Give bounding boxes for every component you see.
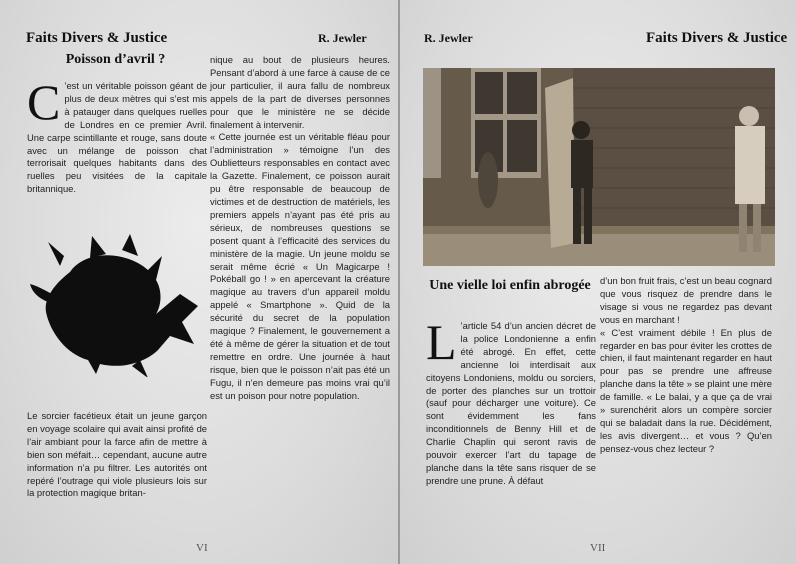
drop-cap: C	[27, 74, 61, 130]
right-page	[400, 0, 796, 564]
historical-photo	[423, 68, 775, 266]
paragraph: nique au bout de plusieurs heures. Pensant d’abord à une farce à cause de ce jour particulier, il aura fallu de nombreux appels de la part de diverses personnes pour que le ministère ne se décide finalement à intervenir.	[210, 54, 390, 130]
fish-silhouette-image	[30, 232, 200, 377]
street-scene-image	[423, 68, 775, 266]
article-intro	[27, 74, 207, 196]
article-title: Une vielle loi enfin abrogée	[429, 278, 591, 293]
paragraph: Le sorcier facétieux était un jeune garçon en voyage scolaire qui avait ainsi profité de l’air ambiant pour la farce afin de mettre à bien son méfait… cependant, aucune autre information n’a pu filtrer. Les autorités ont repéré l’outrage qui viole plusieurs lois sur la protection magique britan-	[27, 410, 207, 499]
running-title: Faits Divers & Justice	[646, 30, 788, 46]
drop-cap: L	[426, 314, 457, 370]
article-title: Poisson d’avril ?	[65, 52, 166, 67]
paragraph: « Cette journée est un véritable fléau pour l’administration » témoigne l’un des Oublietteurs responsables en contact avec la Gazette. Finalement, ce poisson aurait pu être responsable de beaucoup de victimes et de destruction de matériels, les premiers appels n’ayant pas été pris au sérieux, de nombreuses questions se posent quant à l’efficacité des services du ministère de la magie. Un jeune moldu se serait même écrié « Un Magicarpe ! Pokéball go ! » en apercevant la créature magique au travers d’un appareil moldu appelé « Smartphone ». Quid de la sécurité du secret de la population magique ? Finalement, le gouvernement a été à même de gérer la situation et de tout remettre en ordre. Une journée à haut risque, bien que le poisson n’ait pas été un Fugu, il n’en demeure pas moins vrai qu’il est un poison pour notre population.	[210, 131, 390, 401]
page-number: VI	[196, 542, 208, 554]
article-body-col2	[600, 275, 772, 456]
running-title: Faits Divers & Justice	[26, 30, 168, 46]
paragraph: ’article 54 d’un ancien décret de la police Londonienne a enfin été abrogé. En effet, cette ancienne loi interdisait aux citoyens Londoniens, moldu ou sorciers, de porter des planches sur un trottoir (sauf pour décharger une voiture). Ce sont évidemment les fans inconditionnels de Benny Hill et de Charlie Chaplin qui seront ravis de pouvoir exercer l’art du tapage de planche dans la tête sans risquer de se prendre une prune. À défaut	[426, 320, 596, 486]
article-body-col1	[426, 314, 596, 488]
paragraph: « C’est vraiment débile ! En plus de regarder en bas pour éviter les crottes de chien, il faut maintenant regarder en haut pour pas se prendre une affreuse planche dans la tête » se plaint une mère de famille. « Le balai, y a que ça de vrai » surenchérit alors un compère sorcier qui se baladait dans la rue. Décidément, les avis divergent… et vous ? Qu’en pensez-vous chez lecteur ?	[600, 326, 772, 454]
article-body-col2	[210, 54, 390, 402]
author-name: R. Jewler	[318, 31, 367, 45]
page-number: VII	[590, 542, 606, 554]
author-name: R. Jewler	[424, 31, 473, 45]
article-body-col1	[27, 410, 207, 500]
paragraph: d’un bon fruit frais, c’est un beau cognard que vous risquez de prendre dans le visage si vous ne regardez pas devant vous en marchant !	[600, 275, 772, 325]
intro-text: ’est un véritable poisson géant de plus de deux mètres qui s’est mis à patauger dans quelques ruelles de Londres en ce premier Avril. Une carpe scintillante et rouge, sans doute avec un mélange de poisson chat terrorisait quelques habitants dans des ruelles peu visitées de la capitale britannique.	[27, 80, 207, 195]
